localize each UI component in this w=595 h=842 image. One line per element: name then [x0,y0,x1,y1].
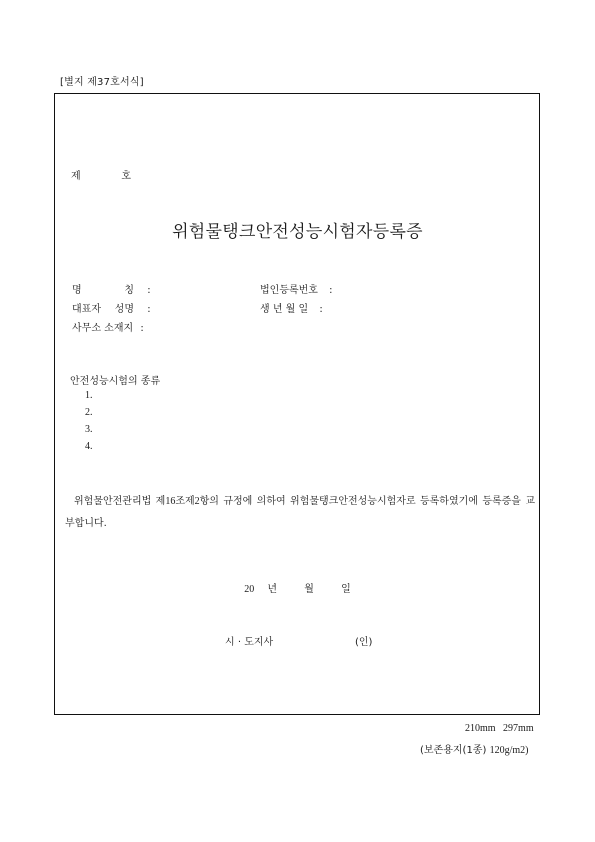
form-number-label: [별지 제37호서식] [60,77,144,88]
certificate-frame [54,93,540,715]
field-birth-date-label: 생 년 월 일 [260,304,309,315]
number-prefix: 제 [71,171,81,182]
statement-article: 16 [165,496,176,507]
field-representative-label-b: 성명 [114,304,134,315]
date-day: 일 [341,584,351,595]
field-representative-colon: : [147,304,151,315]
field-birth-date-colon: : [319,304,323,315]
issuance-statement [65,491,535,535]
paper-size: 210mm 297mm [465,723,534,734]
test-types-title: 안전성능시험의 종류 [70,376,161,387]
certificate-number [71,167,131,182]
field-corp-reg-no-colon: : [329,285,333,296]
date-year-prefix: 20 [244,584,255,595]
field-name-label-a: 명 [72,285,82,296]
statement-part3: 항의 규정에 의하여 위험물탱크안전성능시험자로 등록하였기에 등록증을 교부합니다. [65,496,535,529]
date-month: 월 [304,584,314,595]
field-birth-date [260,300,323,315]
seal-mark: (인) [355,637,373,648]
field-name-colon: : [147,285,151,296]
number-suffix: 호 [121,171,131,182]
test-type-item: 3. [85,424,93,435]
paper-spec-weight: 120g/m2) [489,745,529,756]
issuer-title: 시 · 도지사 [225,637,274,648]
field-corp-reg-no [260,281,333,296]
test-type-item: 2. [85,407,93,418]
statement-part1: 위험물안전관리법 제 [74,496,166,507]
paper-spec [420,741,528,756]
certificate-title: 위험물탱크안전성능시험자등록증 [172,222,423,242]
field-name-label-b: 칭 [124,285,134,296]
issue-date [0,580,595,595]
field-office-address-colon: : [140,323,144,334]
statement-clause: 2 [194,496,200,507]
test-type-item: 1. [85,390,93,401]
paper-spec-text: (보존용지(1종) [420,745,487,756]
field-representative [72,300,151,315]
date-year: 년 [267,584,278,595]
test-type-item: 4. [85,441,93,452]
field-corp-reg-no-label: 법인등록번호 [260,285,318,296]
field-representative-label-a: 대표자 [72,304,101,315]
field-office-address-label: 사무소 소재지 [72,323,134,334]
field-name [72,281,151,296]
field-office-address [72,319,144,334]
statement-part2: 조제 [175,496,195,507]
